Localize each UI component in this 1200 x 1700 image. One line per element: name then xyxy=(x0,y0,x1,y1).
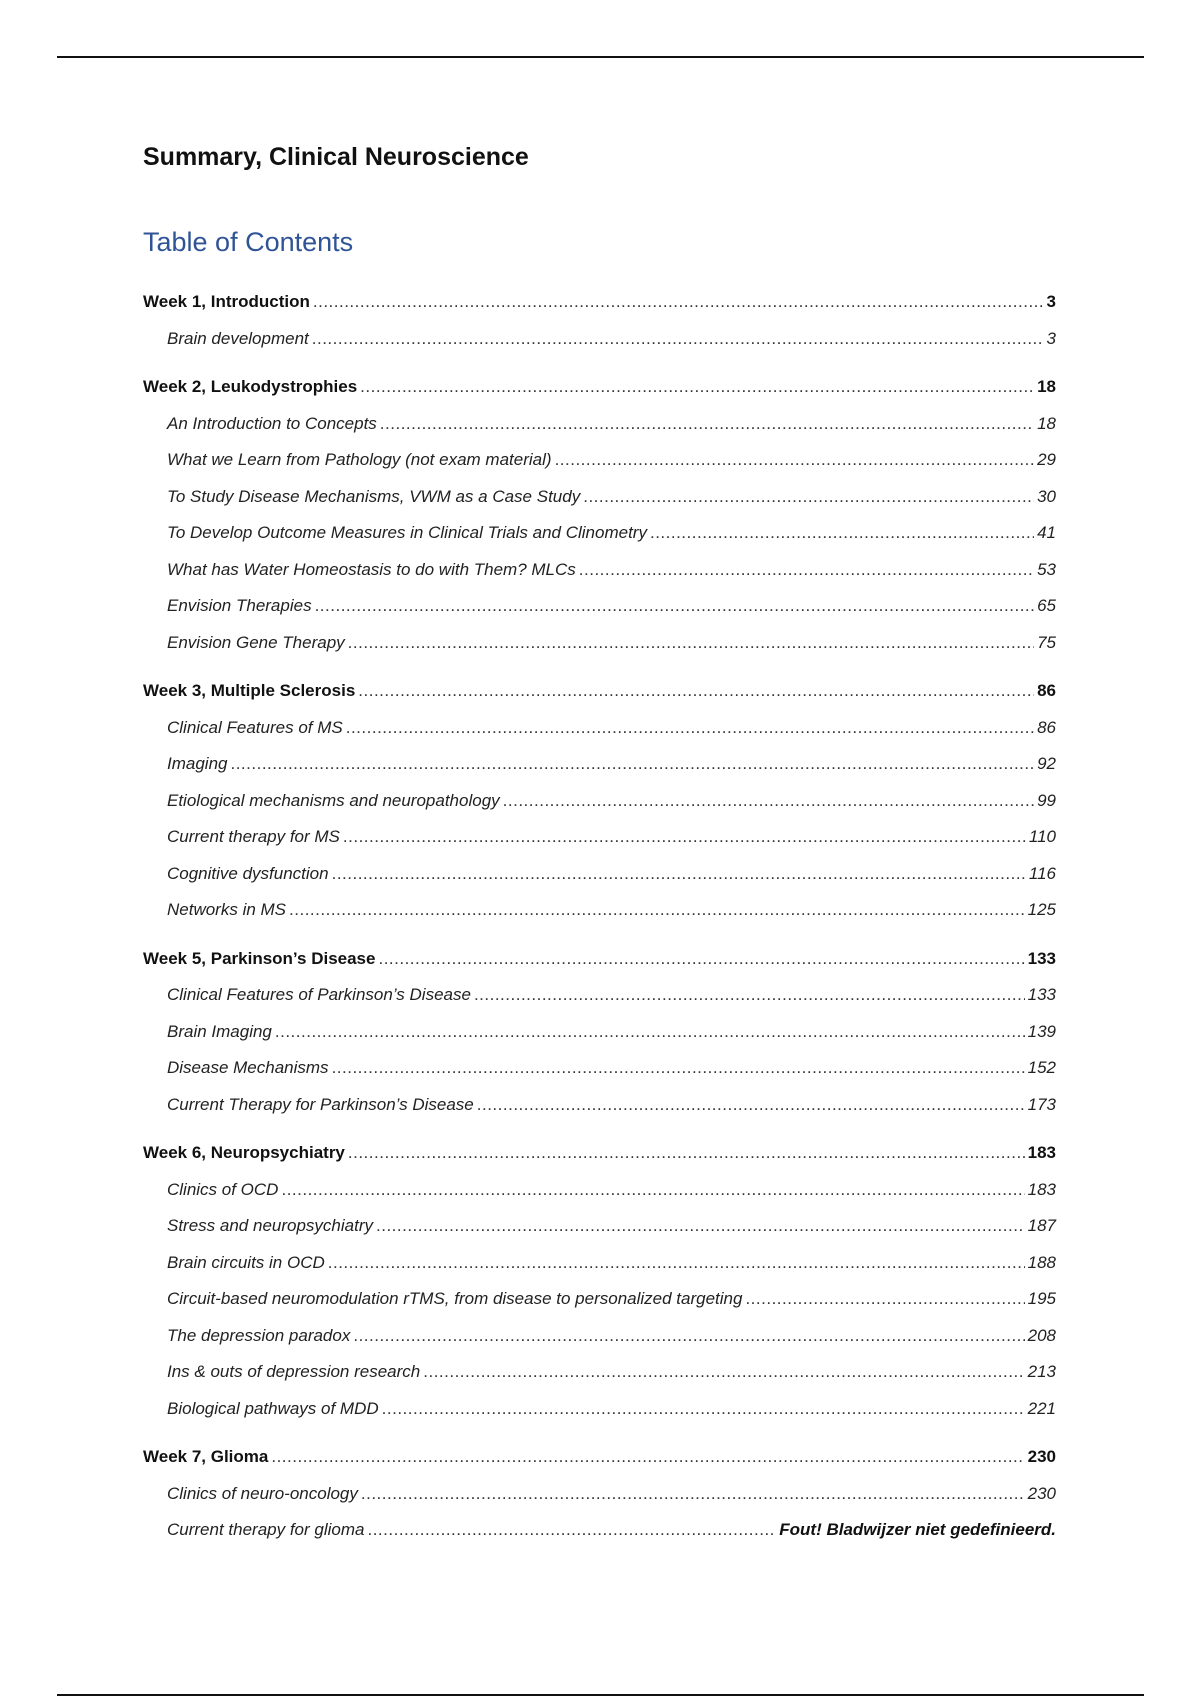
toc-dot-leader xyxy=(380,406,1034,443)
toc-section-entry[interactable] xyxy=(143,1281,1056,1318)
toc-page-number: 3 xyxy=(1046,328,1056,348)
toc-page-number: 18 xyxy=(1037,413,1056,433)
toc-dot-leader xyxy=(477,1087,1025,1124)
toc-dot-leader xyxy=(281,1172,1024,1209)
toc-dot-leader xyxy=(346,710,1034,747)
toc-section-entry[interactable] xyxy=(143,552,1056,589)
toc-entry-label: Stress and neuropsychiatry xyxy=(167,1216,373,1235)
toc-dot-leader xyxy=(361,1476,1025,1513)
toc-dot-leader xyxy=(745,1281,1024,1318)
toc-week-entry[interactable] xyxy=(143,1135,1056,1172)
toc-page-number: 99 xyxy=(1037,790,1056,810)
toc-entry-label: Brain Imaging xyxy=(167,1021,272,1041)
toc-section-entry[interactable] xyxy=(143,1245,1056,1282)
toc-entry-label: To Study Disease Mechanisms, VWM as a Case Study xyxy=(167,486,581,506)
toc-entry-label: Ins & outs of depression research xyxy=(167,1362,421,1381)
toc-entry-label: Cognitive dysfunction xyxy=(167,863,329,883)
toc-page-number: 221 xyxy=(1027,1398,1056,1418)
toc-section-entry[interactable] xyxy=(143,1476,1056,1513)
toc-entry-label: Week 6, Neuropsychiatry xyxy=(143,1143,345,1162)
toc-section-entry[interactable] xyxy=(143,515,1056,552)
toc-entry-label: Current Therapy for Parkinson’s Disease xyxy=(167,1094,474,1114)
toc-page-number: 152 xyxy=(1027,1058,1056,1077)
toc-section-entry[interactable] xyxy=(143,406,1056,443)
toc-dot-leader xyxy=(271,1439,1024,1476)
toc-entry-label: Current therapy for glioma xyxy=(167,1520,365,1539)
toc-dot-leader xyxy=(382,1391,1025,1428)
toc-dot-leader xyxy=(332,1050,1025,1087)
toc-entry-label: Disease Mechanisms xyxy=(167,1058,329,1077)
toc-page-number: 41 xyxy=(1037,523,1056,542)
toc-section-entry[interactable] xyxy=(143,479,1056,516)
toc-page-number: 173 xyxy=(1027,1094,1056,1114)
toc-section-entry[interactable] xyxy=(143,746,1056,783)
toc-entry-label: Week 2, Leukodystrophies xyxy=(143,377,358,396)
toc-dot-leader xyxy=(328,1245,1025,1282)
toc-section-entry[interactable] xyxy=(143,977,1056,1014)
toc-dot-leader xyxy=(378,941,1024,978)
toc-section-entry[interactable] xyxy=(143,892,1056,929)
toc-section-entry[interactable] xyxy=(143,783,1056,820)
toc-page-number: 116 xyxy=(1028,863,1056,883)
toc-entry-label: Current therapy for MS xyxy=(167,827,340,846)
toc-page-number: 92 xyxy=(1037,754,1056,773)
toc-dot-leader xyxy=(332,856,1026,893)
header-rule xyxy=(57,56,1144,58)
toc-page-number: 86 xyxy=(1037,717,1056,737)
toc-week-entry[interactable] xyxy=(143,369,1056,406)
toc-page-number: 53 xyxy=(1037,559,1056,579)
toc-week-entry[interactable] xyxy=(143,673,1056,710)
toc-page-number: 213 xyxy=(1027,1362,1056,1381)
toc-entry-label: Envision Therapies xyxy=(167,596,312,615)
toc-page-number: 187 xyxy=(1027,1216,1056,1235)
toc-section-entry[interactable] xyxy=(143,1354,1056,1391)
toc-page-number: 18 xyxy=(1037,377,1056,396)
toc-page-number: 183 xyxy=(1027,1143,1056,1162)
toc-section-entry[interactable] xyxy=(143,710,1056,747)
toc-page-number: 195 xyxy=(1027,1289,1056,1308)
toc-section-entry[interactable] xyxy=(143,1208,1056,1245)
toc-page-number: 230 xyxy=(1027,1447,1056,1466)
toc-entry-label: Imaging xyxy=(167,754,228,773)
toc-section-entry[interactable] xyxy=(143,1087,1056,1124)
toc-dot-leader xyxy=(376,1208,1025,1245)
toc-entry-label: Brain circuits in OCD xyxy=(167,1252,325,1272)
toc-section-entry[interactable] xyxy=(143,321,1056,358)
toc-dot-leader xyxy=(275,1014,1025,1051)
toc-dot-leader xyxy=(315,588,1035,625)
toc-dot-leader xyxy=(555,442,1035,479)
toc-page-number: 139 xyxy=(1027,1021,1056,1041)
toc-section-entry[interactable] xyxy=(143,1318,1056,1355)
toc-section-entry[interactable] xyxy=(143,625,1056,662)
toc-entry-label: To Develop Outcome Measures in Clinical Trials and Clinometry xyxy=(167,523,647,542)
toc-page-number: 133 xyxy=(1027,985,1056,1004)
toc-dot-leader xyxy=(360,369,1034,406)
toc-dot-leader xyxy=(367,1512,776,1549)
toc-page-number: 86 xyxy=(1037,681,1056,700)
toc-entry-label: What we Learn from Pathology (not exam material) xyxy=(167,450,552,469)
toc-dot-leader xyxy=(312,321,1044,358)
toc-dot-leader xyxy=(579,552,1034,589)
toc-page-number: 110 xyxy=(1028,827,1056,846)
toc-page-number: 208 xyxy=(1027,1325,1056,1345)
toc-week-entry[interactable] xyxy=(143,1439,1056,1476)
toc-week-entry[interactable] xyxy=(143,284,1056,321)
toc-section-entry[interactable] xyxy=(143,1391,1056,1428)
toc-section-entry[interactable] xyxy=(143,1014,1056,1051)
toc-dot-leader xyxy=(423,1354,1024,1391)
toc-entry-label: Envision Gene Therapy xyxy=(167,632,345,652)
toc-dot-leader xyxy=(353,1318,1024,1355)
toc-section-entry[interactable] xyxy=(143,442,1056,479)
toc-entry-label: Biological pathways of MDD xyxy=(167,1398,379,1418)
toc-entry-label: Week 1, Introduction xyxy=(143,292,310,311)
toc-dot-leader xyxy=(289,892,1025,929)
toc-heading: Table of Contents xyxy=(143,227,354,257)
toc-dot-leader xyxy=(650,515,1034,552)
toc-dot-leader xyxy=(503,783,1034,820)
toc-entry-label: Networks in MS xyxy=(167,900,287,919)
toc-section-entry[interactable] xyxy=(143,588,1056,625)
toc-entry-label: What has Water Homeostasis to do with Them? MLCs xyxy=(167,559,576,579)
toc-entry-label: Clinics of OCD xyxy=(167,1179,279,1199)
toc-dot-leader xyxy=(313,284,1044,321)
toc-section-entry[interactable] xyxy=(143,1050,1056,1087)
toc-section-entry[interactable] xyxy=(143,856,1056,893)
toc-entry-label: Week 3, Multiple Sclerosis xyxy=(143,681,356,700)
toc-page-number: 29 xyxy=(1037,450,1056,469)
toc-page-number: 75 xyxy=(1037,632,1056,652)
toc-page-number: 3 xyxy=(1046,292,1056,311)
toc-week-entry[interactable] xyxy=(143,941,1056,978)
toc-entry-label: An Introduction to Concepts xyxy=(167,413,377,433)
toc-page-number: 125 xyxy=(1027,900,1056,919)
toc-entry-label: Clinical Features of MS xyxy=(167,717,343,737)
toc-dot-leader xyxy=(474,977,1025,1014)
toc-entry-label: Etiological mechanisms and neuropathology xyxy=(167,790,500,810)
toc-entry-label: The depression paradox xyxy=(167,1325,351,1345)
toc-entry-label: Clinical Features of Parkinson’s Disease xyxy=(167,985,471,1004)
toc-dot-leader xyxy=(348,1135,1025,1172)
table-of-contents xyxy=(143,284,1056,1549)
toc-page-number: 65 xyxy=(1037,596,1056,615)
toc-entry-label: Clinics of neuro-oncology xyxy=(167,1483,358,1503)
toc-page-number: 183 xyxy=(1027,1179,1056,1199)
toc-dot-leader xyxy=(348,625,1034,662)
toc-dot-leader xyxy=(358,673,1034,710)
toc-dot-leader xyxy=(583,479,1034,516)
toc-dot-leader xyxy=(343,819,1026,856)
toc-entry-label: Brain development xyxy=(167,328,309,348)
page-title: Summary, Clinical Neuroscience xyxy=(143,143,529,171)
toc-section-entry[interactable] xyxy=(143,1172,1056,1209)
toc-dot-leader xyxy=(230,746,1034,783)
toc-section-entry[interactable] xyxy=(143,1512,1056,1549)
toc-entry-label: Week 7, Glioma xyxy=(143,1447,269,1466)
toc-page-number: 30 xyxy=(1037,486,1056,506)
toc-page-number: Fout! Bladwijzer niet gedefinieerd. xyxy=(779,1520,1056,1539)
toc-page-number: 133 xyxy=(1027,948,1056,968)
toc-page-number: 188 xyxy=(1027,1252,1056,1272)
toc-page-number: 230 xyxy=(1027,1483,1056,1503)
toc-section-entry[interactable] xyxy=(143,819,1056,856)
toc-entry-label: Week 5, Parkinson’s Disease xyxy=(143,948,376,968)
footer-rule xyxy=(57,1694,1144,1696)
toc-entry-label: Circuit-based neuromodulation rTMS, from disease to personalized targeting xyxy=(167,1289,743,1308)
